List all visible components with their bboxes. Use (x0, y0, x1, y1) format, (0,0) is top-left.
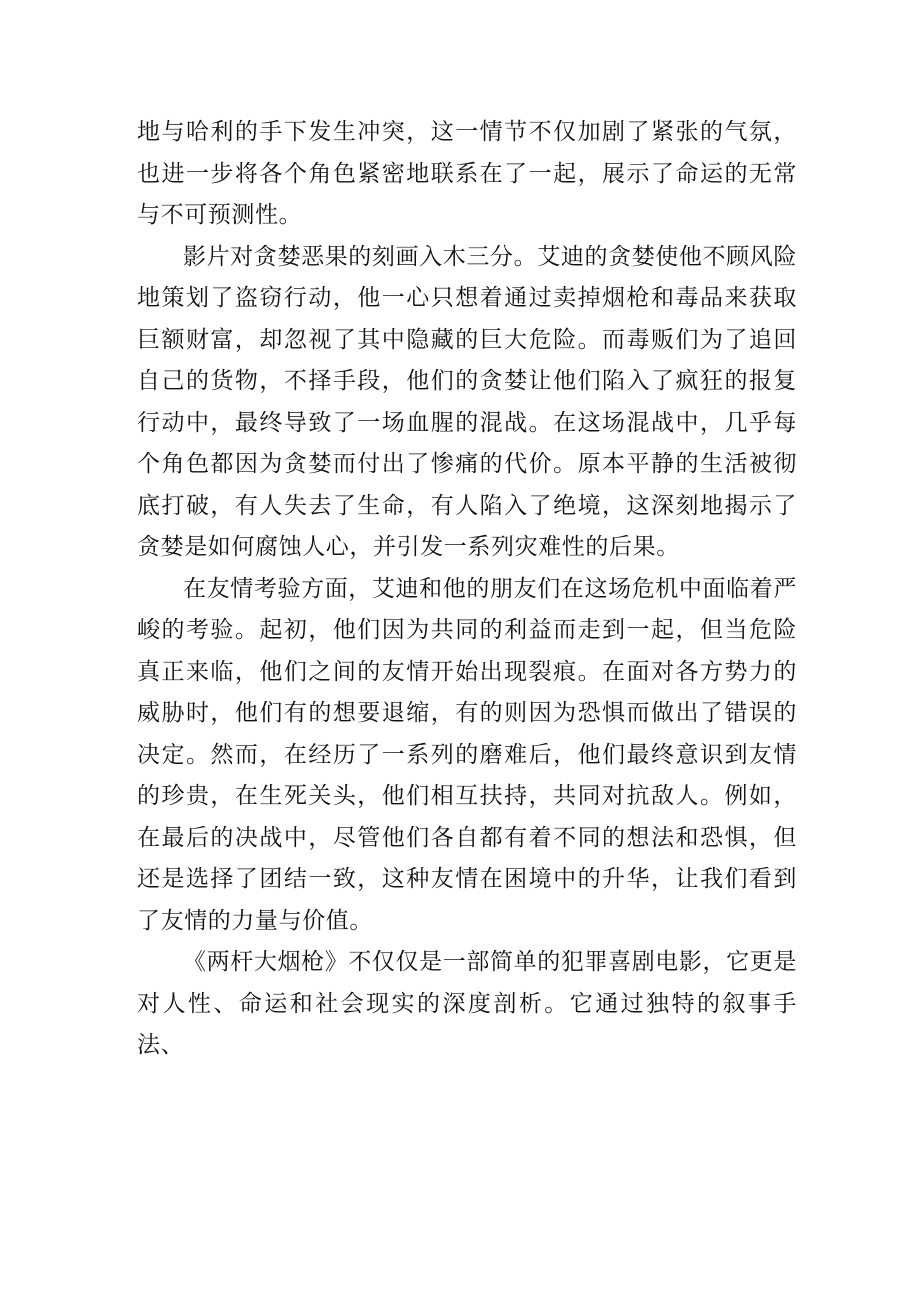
document-body (137, 112, 797, 1067)
paragraph-conclusion: 《两杆大烟枪》不仅仅是一部简单的犯罪喜剧电影，它更是对人性、命运和社会现实的深度剖析。它通过独特的叙事手法、 (137, 949, 797, 1058)
paragraph-continuation: 地与哈利的手下发生冲突，这一情节不仅加剧了紧张的气氛，也进一步将各个角色紧密地联系在了一起，展示了命运的无常与不可预测性。 (137, 119, 797, 228)
paragraph-friendship: 在友情考验方面，艾迪和他的朋友们在这场危机中面临着严峻的考验。起初，他们因为共同的利益而走到一起，但当危险真正来临，他们之间的友情开始出现裂痕。在面对各方势力的威胁时，他们有的想要退缩，有的则因为恐惧而做出了错误的决定。然而，在经历了一系列的磨难后，他们最终意识到友情的珍贵，在生死关头，他们相互扶持，共同对抗敌人。例如，在最后的决战中，尽管他们各自都有着不同的想法和恐惧，但还是选择了团结一致，这种友情在困境中的升华，让我们看到了友情的力量与价值。 (137, 575, 797, 934)
paragraph-greed: 影片对贪婪恶果的刻画入木三分。艾迪的贪婪使他不顾风险地策划了盗窃行动，他一心只想着通过卖掉烟枪和毒品来获取巨额财富，却忽视了其中隐藏的巨大危险。而毒贩们为了追回自己的货物，不择手段，他们的贪婪让他们陷入了疯狂的报复行动中，最终导致了一场血腥的混战。在这场混战中，几乎每个角色都因为贪婪而付出了惨痛的代价。原本平静的生活被彻底打破，有人失去了生命，有人陷入了绝境，这深刻地揭示了贪婪是如何腐蚀人心，并引发一系列灾难性的后果。 (137, 243, 797, 560)
